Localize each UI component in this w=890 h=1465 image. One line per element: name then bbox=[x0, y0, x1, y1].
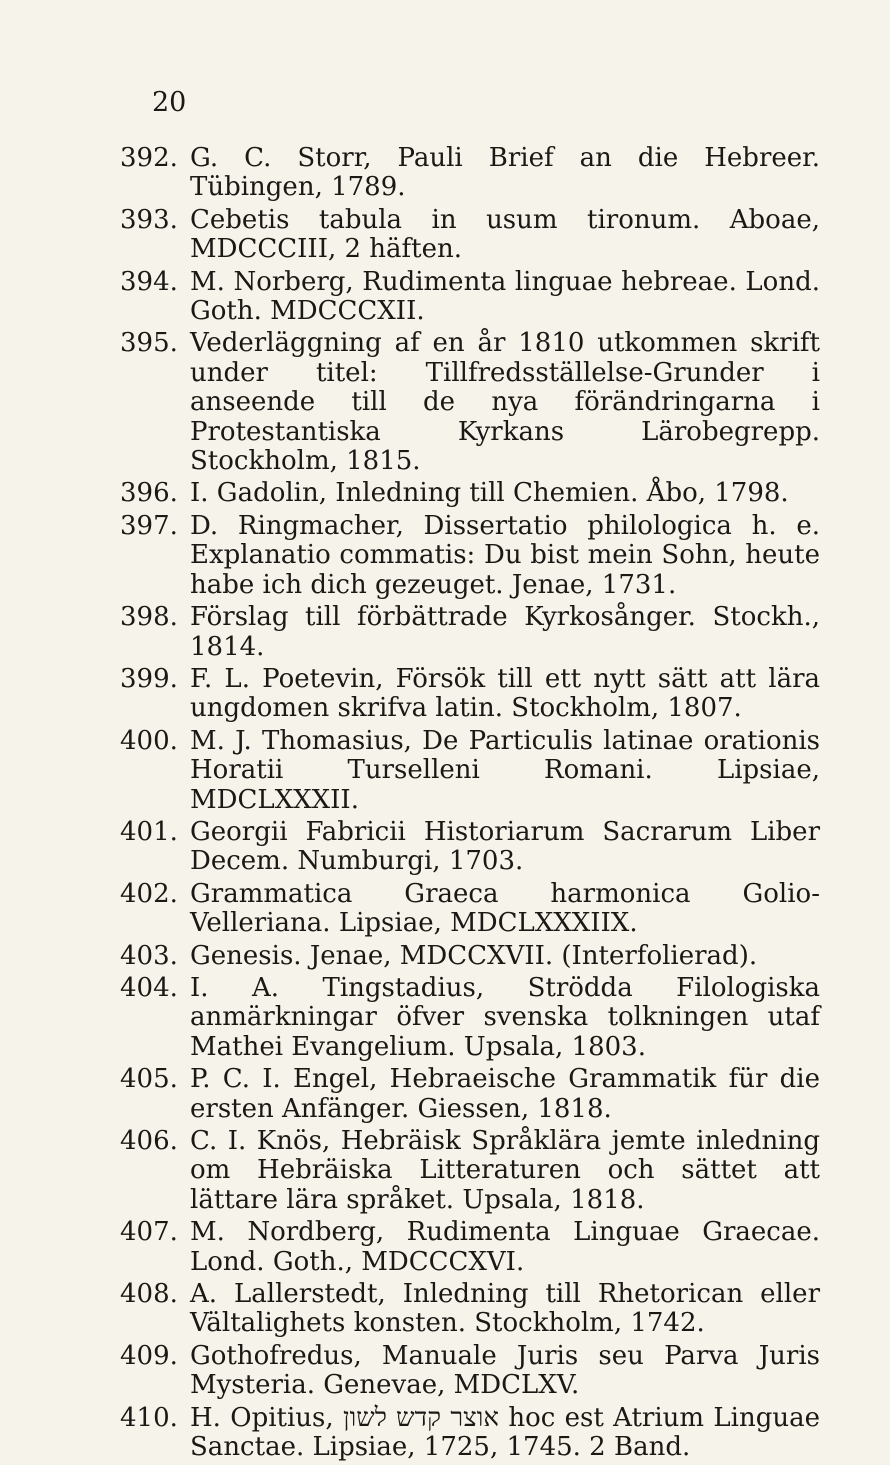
page-number: 20 bbox=[152, 87, 187, 118]
entry-number: 409. bbox=[120, 1340, 178, 1371]
entry-text: I. Gadolin, Inledning till Chemien. Åbo, 1798. bbox=[190, 478, 789, 509]
list-item bbox=[120, 1280, 820, 1339]
list-item bbox=[120, 603, 820, 662]
entry-text: G. C. Storr, Pauli Brief an die Hebreer. Tübingen, 1789. bbox=[190, 143, 820, 203]
list-item bbox=[120, 1404, 820, 1463]
entry-number: 394. bbox=[120, 266, 178, 297]
entry-number: 405. bbox=[120, 1064, 178, 1095]
entry-number: 396. bbox=[120, 478, 178, 509]
entry-number: 395. bbox=[120, 328, 178, 359]
entry-text: Grammatica Graeca harmonica Golio-Velleriana. Lipsiae, MDCLXXXIIX. bbox=[190, 878, 820, 939]
entry-list bbox=[120, 144, 820, 1465]
list-item bbox=[120, 818, 820, 877]
entry-text: C. I. Knös, Hebräisk Språklära jemte inledning om Hebräiska Litteraturen och sättet att lättare lära språket. Upsala, 1818. bbox=[190, 1126, 820, 1215]
entry-number: 407. bbox=[120, 1217, 178, 1248]
entry-number: 410. bbox=[120, 1402, 178, 1433]
list-item bbox=[120, 479, 820, 508]
entry-text: I. A. Tingstadius, Strödda Filologiska anmärkningar öfver svenska tolkningen utaf Mathei Evangelium. Upsala, 1803. bbox=[190, 972, 820, 1062]
entry-number: 399. bbox=[120, 663, 178, 694]
list-item bbox=[120, 1342, 820, 1401]
entry-number: 400. bbox=[120, 725, 178, 756]
entry-text: Vederläggning af en år 1810 utkommen skrift under titel: Tillfredsställelse-Grunder i anseende till de nya förändringarna i Protestantiska Kyrkans Lärobegrepp. Stockholm, 1815. bbox=[190, 328, 820, 477]
entry-text: M. Nordberg, Rudimenta Linguae Graecae. Lond. Goth., MDCCCXVI. bbox=[190, 1217, 820, 1277]
list-item bbox=[120, 144, 820, 203]
entry-number: 398. bbox=[120, 602, 178, 633]
entry-text: P. C. I. Engel, Hebraeische Grammatik für die ersten Anfänger. Giessen, 1818. bbox=[190, 1064, 820, 1124]
entry-text: Förslag till förbättrade Kyrkosånger. Stockh., 1814. bbox=[190, 602, 820, 662]
entry-text: H. Opitius, אוצר קדש לשון hoc est Atrium Linguae Sanctae. Lipsiae, 1725, 1745. 2 Band. bbox=[190, 1402, 820, 1463]
entry-text: Cebetis tabula in usum tironum. Aboae, MDCCCIII, 2 häften. bbox=[190, 204, 820, 265]
entry-text: D. Ringmacher, Dissertatio philologica h. e. Explanatio commatis: Du bist mein Sohn, heute habe ich dich gezeuget. Jenae, 1731. bbox=[190, 510, 820, 600]
entry-text: M. Norberg, Rudimenta linguae hebreae. Lond. Goth. MDCCCXII. bbox=[190, 266, 820, 327]
entry-number: 404. bbox=[120, 972, 178, 1003]
entry-text: A. Lallerstedt, Inledning till Rhetorican eller Vältalighets konsten. Stockholm, 1742. bbox=[190, 1279, 820, 1339]
entry-number: 406. bbox=[120, 1126, 178, 1156]
entry-number: 392. bbox=[120, 143, 178, 173]
list-item bbox=[120, 1065, 820, 1124]
list-item bbox=[120, 329, 820, 476]
entry-number: 408. bbox=[120, 1279, 178, 1310]
list-item bbox=[120, 974, 820, 1062]
entry-text: F. L. Poetevin, Försök till ett nytt sätt att lära ungdomen skrifva latin. Stockholm, 1807. bbox=[190, 663, 820, 724]
list-item bbox=[120, 880, 820, 939]
list-item bbox=[120, 206, 820, 265]
list-item bbox=[120, 268, 820, 327]
list-item bbox=[120, 665, 820, 724]
entry-text: Genesis. Jenae, MDCCXVII. (Interfolierad). bbox=[190, 940, 758, 971]
list-item bbox=[120, 942, 820, 971]
entry-text: Gothofredus, Manuale Juris seu Parva Juris Mysteria. Genevae, MDCLXV. bbox=[190, 1340, 820, 1401]
entry-number: 402. bbox=[120, 878, 178, 909]
entry-text: M. J. Thomasius, De Particulis latinae orationis Horatii Turselleni Romani. Lipsiae, MDCLXXXII. bbox=[190, 725, 820, 815]
entry-number: 401. bbox=[120, 816, 178, 847]
list-item bbox=[120, 1218, 820, 1277]
list-item bbox=[120, 727, 820, 815]
entry-text: Georgii Fabricii Historiarum Sacrarum Liber Decem. Numburgi, 1703. bbox=[190, 816, 820, 877]
entry-number: 393. bbox=[120, 204, 178, 235]
list-item bbox=[120, 512, 820, 600]
entry-number: 403. bbox=[120, 940, 178, 971]
entry-number: 397. bbox=[120, 510, 178, 541]
list-item bbox=[120, 1127, 820, 1215]
